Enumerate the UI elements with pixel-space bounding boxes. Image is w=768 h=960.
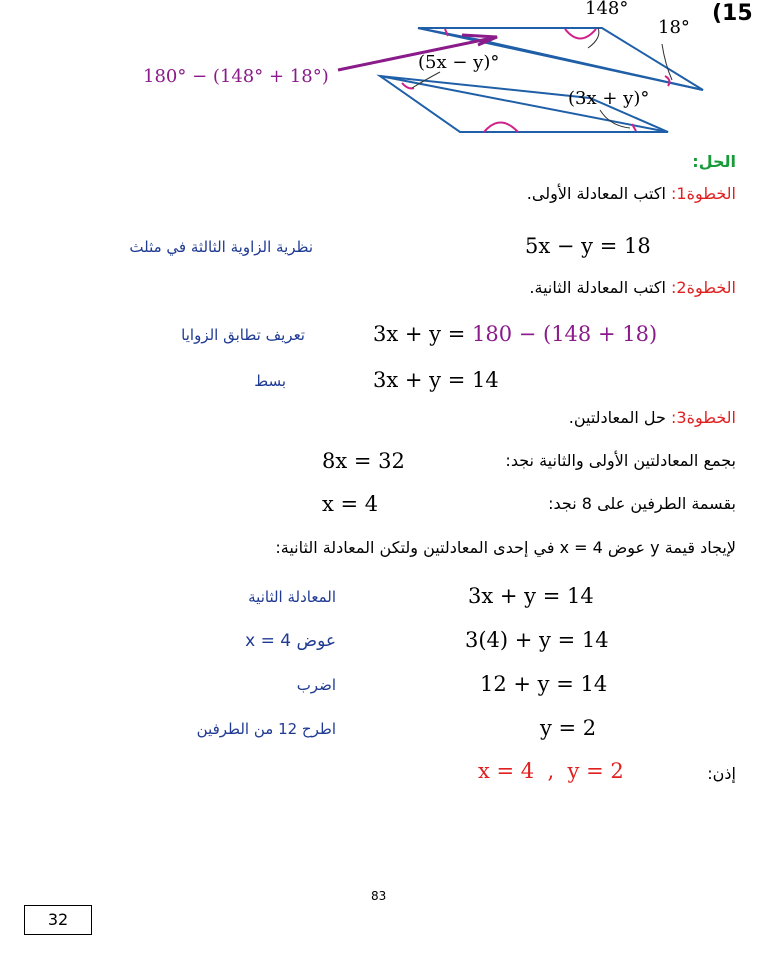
conclusion-label: إذن: (707, 764, 736, 783)
page-number: 83 (371, 889, 387, 903)
eq2a-right: 180 − (148 + 18) (471, 322, 658, 346)
parallelogram-diagram (0, 0, 768, 170)
step2-text: اكتب المعادلة الثانية. (529, 278, 671, 297)
solution-heading: الحل: (692, 152, 736, 171)
div-line-math: x = 4 (322, 492, 379, 516)
box-number: 32 (47, 910, 69, 929)
row4-math: y = 2 (540, 716, 597, 740)
label-18: 18° (658, 17, 690, 38)
label-3x-plus-y: (3x + y)° (568, 88, 650, 109)
arrow-18 (662, 44, 672, 80)
conclusion-math: x = 4 , y = 2 (478, 759, 624, 783)
eq1-reason: نظرية الزاوية الثالثة في مثلث (129, 238, 313, 256)
eq2a-reason: تعريف تطابق الزوايا (181, 326, 305, 344)
div-line-text: بقسمة الطرفين على 8 نجد: (548, 494, 736, 513)
eq2a-left: 3x + y = (373, 322, 472, 346)
step3-text: حل المعادلتين. (568, 408, 671, 427)
arc-148 (565, 29, 596, 39)
eq2a-math (373, 322, 657, 346)
add-line-text: بجمع المعادلتين الأولى والثانية نجد: (505, 451, 736, 470)
row1-math: 3x + y = 14 (468, 584, 594, 608)
page-box (24, 905, 92, 935)
step1-label: الخطوة1: (671, 184, 736, 203)
row1-reason: المعادلة الثانية (248, 588, 336, 606)
eq2b-math: 3x + y = 14 (373, 368, 499, 392)
label-5x-minus-y: (5x − y)° (418, 52, 500, 73)
add-line-math: 8x = 32 (322, 449, 405, 473)
step1-line (527, 184, 736, 203)
row3-reason: اضرب (296, 676, 336, 694)
step1-text: اكتب المعادلة الأولى. (526, 184, 671, 203)
step2-label: الخطوة2: (671, 278, 736, 297)
arc-bottom (484, 123, 518, 133)
eq2b-reason: بسط (254, 372, 286, 390)
step2-line (529, 278, 736, 297)
row2-reason: عوض x = 4 (245, 631, 336, 651)
row3-math: 12 + y = 14 (480, 672, 608, 696)
label-180-expression: 180° − (148° + 18°) (143, 66, 329, 87)
row2-math: 3(4) + y = 14 (465, 628, 609, 652)
label-148: 148° (585, 0, 629, 19)
problem-number: (15 (712, 1, 753, 26)
eq1-math: 5x − y = 18 (525, 234, 651, 258)
step3-line (569, 408, 736, 427)
row4-reason: اطرح 12 من الطرفين (196, 720, 336, 738)
step3-label: الخطوة3: (671, 408, 736, 427)
substitution-intro: لإيجاد قيمة y عوض x = 4 في إحدى المعادلتين ولتكن المعادلة الثانية: (275, 538, 736, 557)
